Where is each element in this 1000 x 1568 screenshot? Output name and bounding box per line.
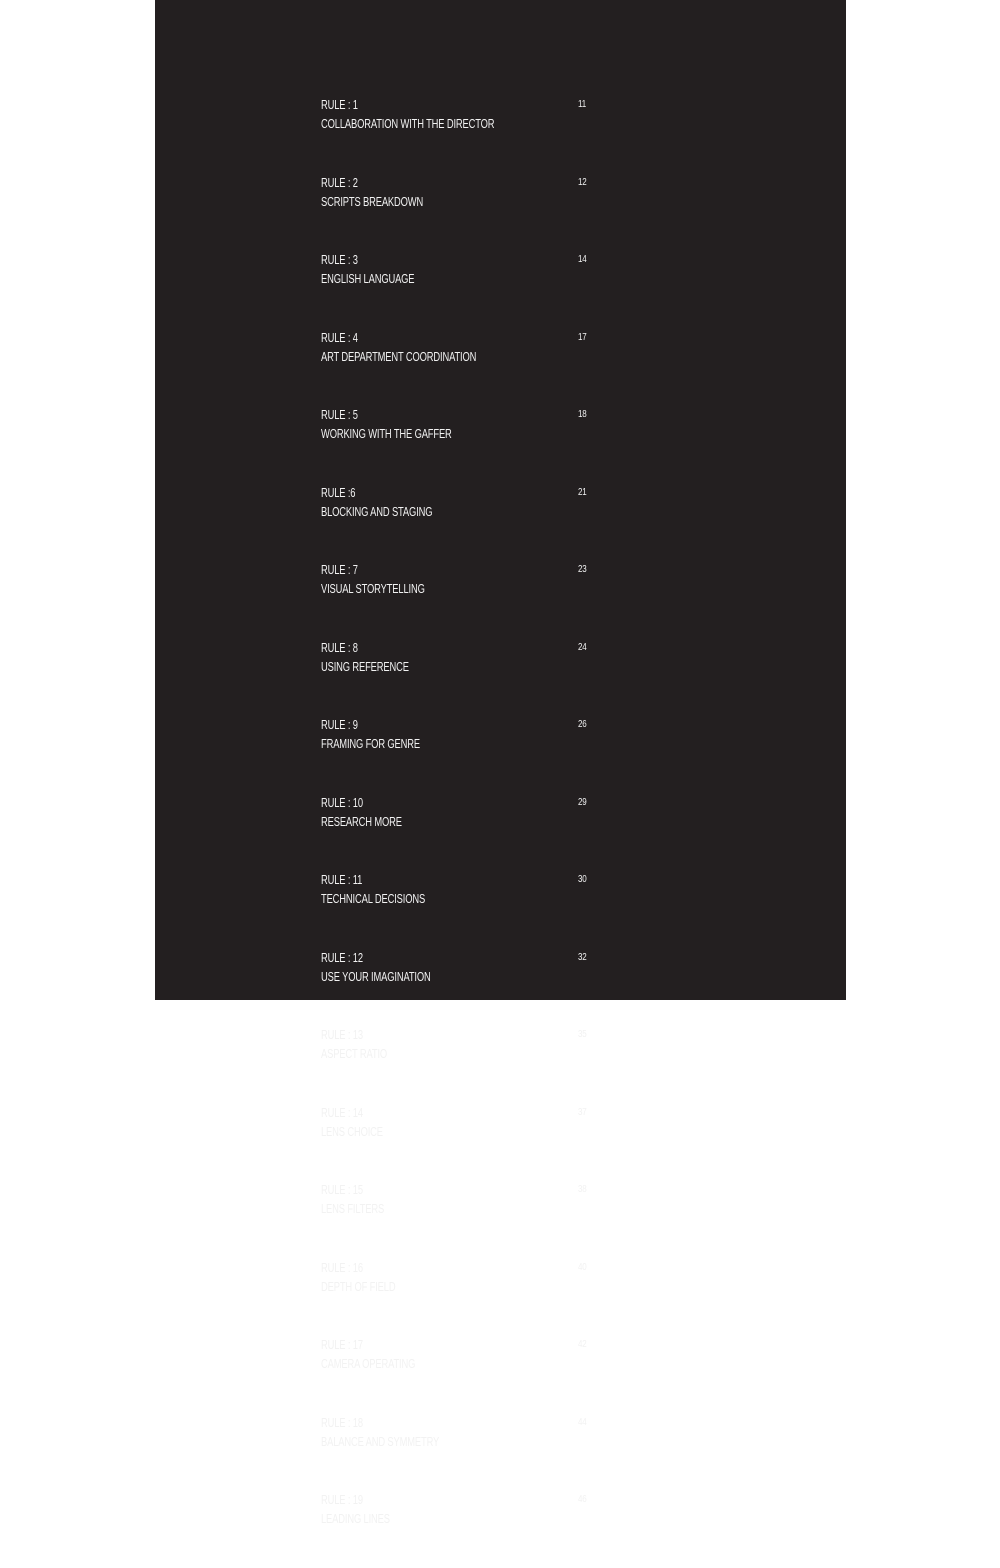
toc-entry[interactable] — [321, 1490, 591, 1568]
toc-entry[interactable] — [321, 95, 591, 173]
entry-title: LENS FILTERS — [321, 1201, 385, 1217]
toc-entry[interactable] — [321, 638, 591, 716]
table-of-contents — [321, 95, 591, 1568]
rule-label: RULE : 7 — [321, 562, 358, 577]
page-number: 23 — [578, 564, 587, 575]
rule-label: RULE : 4 — [321, 329, 358, 345]
rule-label: RULE : 12 — [321, 949, 363, 965]
rule-label: RULE : 9 — [321, 717, 358, 732]
entry-title: LENS CHOICE — [321, 1123, 383, 1139]
entry-title: VISUAL STORYTELLING — [321, 581, 425, 597]
page-number: 35 — [578, 1029, 587, 1040]
entry-title: ART DEPARTMENT COORDINATION — [321, 348, 477, 364]
entry-title: ASPECT RATIO — [321, 1046, 388, 1062]
page-number: 18 — [578, 409, 587, 420]
toc-entry[interactable] — [321, 1335, 591, 1413]
rule-label: RULE : 13 — [321, 1027, 363, 1042]
toc-entry[interactable] — [321, 1103, 591, 1181]
toc-entry[interactable] — [321, 793, 591, 871]
entry-title: FRAMING FOR GENRE — [321, 736, 420, 752]
toc-entry[interactable] — [321, 1413, 591, 1491]
entry-title: WORKING WITH THE GAFFER — [321, 426, 452, 442]
toc-entry[interactable] — [321, 1180, 591, 1258]
toc-entry[interactable] — [321, 870, 591, 948]
toc-entry[interactable] — [321, 715, 591, 793]
rule-label: RULE : 16 — [321, 1259, 363, 1275]
rule-label: RULE : 1 — [321, 97, 358, 112]
rule-label: RULE :6 — [321, 484, 356, 500]
page-number: 46 — [578, 1494, 587, 1505]
page-number: 40 — [578, 1261, 587, 1273]
page-number: 12 — [578, 176, 587, 188]
page-number: 38 — [578, 1184, 587, 1195]
rule-label: RULE : 19 — [321, 1492, 363, 1507]
page-number: 42 — [578, 1339, 587, 1350]
page-number: 32 — [578, 951, 587, 963]
rule-label: RULE : 8 — [321, 639, 358, 655]
toc-entry[interactable] — [321, 328, 591, 406]
toc-entry[interactable] — [321, 948, 591, 1026]
toc-entry[interactable] — [321, 405, 591, 483]
toc-entry[interactable] — [321, 1025, 591, 1103]
toc-entry[interactable] — [321, 173, 591, 251]
page-number: 17 — [578, 331, 587, 343]
page-number: 44 — [578, 1416, 587, 1428]
page-number: 26 — [578, 719, 587, 730]
entry-title: SCRIPTS BREAKDOWN — [321, 193, 424, 209]
page-number: 30 — [578, 874, 587, 885]
entry-title: LEADING LINES — [321, 1511, 390, 1527]
entry-title: COLLABORATION WITH THE DIRECTOR — [321, 116, 495, 132]
entry-title: ENGLISH LANGUAGE — [321, 271, 415, 287]
entry-title: USING REFERENCE — [321, 658, 409, 674]
rule-label: RULE : 3 — [321, 252, 358, 267]
entry-title: CAMERA OPERATING — [321, 1356, 416, 1372]
toc-entry[interactable] — [321, 250, 591, 328]
toc-entry[interactable] — [321, 1258, 591, 1336]
page-number: 11 — [578, 99, 586, 110]
entry-title: TECHNICAL DECISIONS — [321, 891, 426, 907]
rule-label: RULE : 14 — [321, 1104, 363, 1120]
toc-entry[interactable] — [321, 560, 591, 638]
rule-label: RULE : 2 — [321, 174, 358, 190]
entry-title: RESEARCH MORE — [321, 813, 402, 829]
page-number: 24 — [578, 641, 587, 653]
rule-label: RULE : 17 — [321, 1337, 363, 1352]
rule-label: RULE : 18 — [321, 1414, 363, 1430]
page-number: 21 — [578, 486, 587, 498]
toc-entry[interactable] — [321, 483, 591, 561]
entry-title: BLOCKING AND STAGING — [321, 503, 433, 519]
rule-label: RULE : 11 — [321, 872, 363, 887]
page-number: 37 — [578, 1106, 587, 1118]
entry-title: BALANCE AND SYMMETRY — [321, 1433, 440, 1449]
entry-title: USE YOUR IMAGINATION — [321, 968, 431, 984]
rule-label: RULE : 10 — [321, 794, 363, 810]
page-number: 14 — [578, 254, 587, 265]
entry-title: DEPTH OF FIELD — [321, 1278, 396, 1294]
rule-label: RULE : 15 — [321, 1182, 363, 1197]
page-number: 29 — [578, 796, 587, 808]
rule-label: RULE : 5 — [321, 407, 358, 422]
